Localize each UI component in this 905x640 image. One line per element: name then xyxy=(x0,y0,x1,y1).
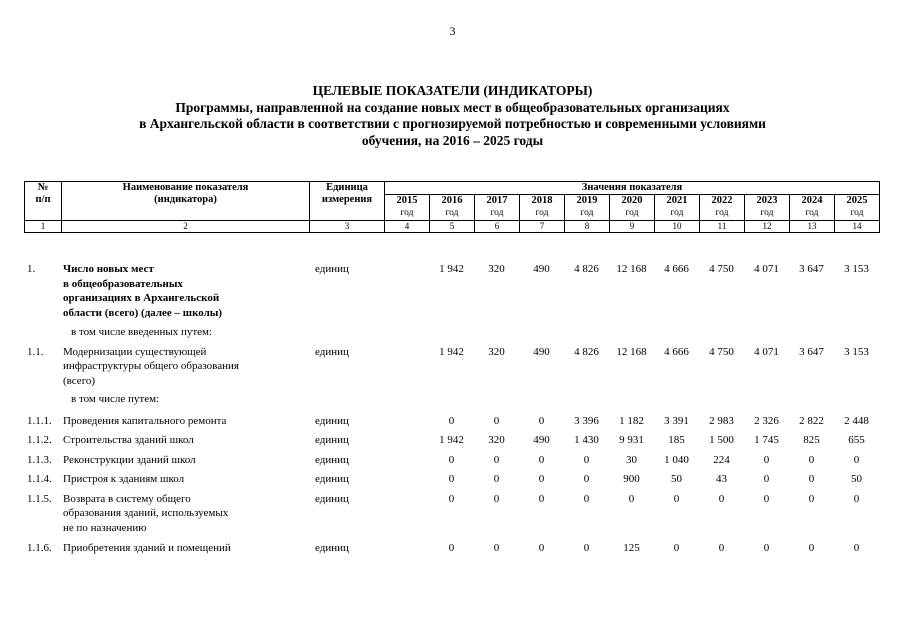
row-number: 1.1.1. xyxy=(27,414,52,427)
year-label: 2016 xyxy=(441,195,463,206)
value-2025: 50 xyxy=(851,473,862,485)
value-2021: 0 xyxy=(673,492,680,505)
table-row xyxy=(24,340,879,389)
year-unit-label: год xyxy=(805,208,819,218)
indicators-table-header xyxy=(24,181,880,233)
value-2020: 12 168 xyxy=(616,263,647,275)
value-2018: 0 xyxy=(538,542,545,554)
value-2017: 0 xyxy=(493,453,500,466)
value-2019: 0 xyxy=(583,492,590,505)
value-2016: 1 942 xyxy=(439,434,464,446)
indicator-name-line: Возврата в систему общего xyxy=(63,492,191,505)
year-label: 2018 xyxy=(531,195,553,206)
column-number: 4 xyxy=(385,221,430,233)
value-2016: 0 xyxy=(448,542,455,554)
year-unit-label: год xyxy=(400,208,414,218)
year-unit-label: год xyxy=(760,208,774,218)
indicator-name-line: образования зданий, используемых xyxy=(63,507,229,519)
value-2017: 0 xyxy=(493,414,500,427)
value-2022: 0 xyxy=(718,492,725,505)
value-2015 xyxy=(384,340,429,389)
table-row xyxy=(24,448,879,468)
year-unit-label: год xyxy=(580,208,594,218)
value-2017: 0 xyxy=(493,473,500,485)
column-number: 5 xyxy=(430,221,475,233)
page-number: 3 xyxy=(449,24,456,38)
value-2015 xyxy=(384,407,429,429)
year-unit-label: год xyxy=(445,208,459,218)
value-2020: 1 182 xyxy=(619,414,644,427)
indicator-name-line: Реконструкции зданий школ xyxy=(63,453,196,466)
value-2016: 1 942 xyxy=(439,345,464,358)
value-2025: 655 xyxy=(848,434,865,446)
indicator-name xyxy=(61,340,309,389)
value-2024: 2 822 xyxy=(799,414,824,427)
value-2024: 3 647 xyxy=(799,263,824,275)
column-number: 1 xyxy=(25,221,62,233)
value-2025: 3 153 xyxy=(844,263,869,275)
value-2020: 12 168 xyxy=(616,345,647,358)
value-2018: 0 xyxy=(538,453,545,466)
year-unit-label: год xyxy=(715,208,729,218)
indicator-name-line: организациях в Архангельской xyxy=(63,292,220,304)
value-2020: 0 xyxy=(628,492,635,505)
value-2020: 125 xyxy=(623,542,640,554)
indicator-name xyxy=(61,407,309,429)
value-2025: 0 xyxy=(853,453,860,466)
year-unit-label: год xyxy=(490,208,504,218)
value-2024: 0 xyxy=(808,473,815,485)
section-note-row xyxy=(24,388,879,407)
unit-cell: единиц xyxy=(315,492,349,505)
title-line-1: ЦЕЛЕВЫЕ ПОКАЗАТЕЛИ (ИНДИКАТОРЫ) xyxy=(312,83,593,98)
value-2025: 0 xyxy=(853,492,860,505)
value-2021: 4 666 xyxy=(664,345,689,358)
table-row xyxy=(24,535,879,556)
indicator-name-line: не по назначению xyxy=(63,521,147,534)
value-2023: 0 xyxy=(763,473,770,485)
header-year-2025 xyxy=(835,195,880,221)
indicator-name-line: Приобретения зданий и помещений xyxy=(63,542,231,554)
header-year-2024 xyxy=(790,195,835,221)
unit-cell: единиц xyxy=(315,414,349,427)
column-number: 12 xyxy=(745,221,790,233)
row-number: 1.1.4. xyxy=(27,473,52,485)
value-2019: 3 396 xyxy=(574,414,599,427)
value-2019: 0 xyxy=(583,473,590,485)
column-number: 11 xyxy=(700,221,745,233)
value-2019: 0 xyxy=(583,453,590,466)
column-number: 8 xyxy=(565,221,610,233)
value-2017: 0 xyxy=(493,542,500,554)
value-2018: 490 xyxy=(533,263,550,275)
column-number: 2 xyxy=(62,221,310,233)
unit-cell: единиц xyxy=(315,473,349,485)
column-number: 9 xyxy=(610,221,655,233)
title-line-2: Программы, направленной на создание новых мест в общеобразовательных организациях xyxy=(175,99,730,115)
indicator-name-line: инфраструктуры общего образования xyxy=(63,360,239,372)
value-2021: 1 040 xyxy=(664,453,689,466)
value-2020: 9 931 xyxy=(619,434,644,446)
value-2018: 0 xyxy=(538,414,545,427)
value-2023: 0 xyxy=(763,492,770,505)
row-number: 1.1.2. xyxy=(27,434,52,446)
value-2023: 2 326 xyxy=(754,414,779,427)
value-2018: 0 xyxy=(538,473,545,485)
row-number: 1.1.3. xyxy=(27,453,52,466)
value-2018: 0 xyxy=(538,492,545,505)
value-2024: 825 xyxy=(803,434,820,446)
column-number: 14 xyxy=(835,221,880,233)
year-label: 2024 xyxy=(801,195,823,206)
column-number: 7 xyxy=(520,221,565,233)
value-2016: 0 xyxy=(448,453,455,466)
table-row xyxy=(24,407,879,429)
year-unit-label: год xyxy=(535,208,549,218)
value-2017: 0 xyxy=(493,492,500,505)
value-2015 xyxy=(384,448,429,468)
row-number: 1.1.6. xyxy=(27,542,52,554)
value-2023: 0 xyxy=(763,542,770,554)
indicator-name-line: Строительства зданий школ xyxy=(63,434,194,446)
unit-cell: единиц xyxy=(315,345,349,358)
year-label: 2025 xyxy=(846,195,868,206)
indicator-name xyxy=(61,467,309,487)
value-2022: 2 983 xyxy=(709,414,734,427)
column-number: 13 xyxy=(790,221,835,233)
value-2016: 0 xyxy=(448,414,455,427)
header-year-2017 xyxy=(475,195,520,221)
indicators-table-body xyxy=(24,256,879,556)
value-2019: 4 826 xyxy=(574,263,599,275)
value-2018: 490 xyxy=(533,434,550,446)
value-2022: 0 xyxy=(718,542,725,554)
indicator-name-line: Пристроя к зданиям школ xyxy=(63,473,185,485)
value-2015 xyxy=(384,487,429,536)
title-line-3: в Архангельской области в соответствии с прогнозируемой потребностью и современными условиями xyxy=(139,116,766,131)
year-unit-label: год xyxy=(670,208,684,218)
indicator-name-line: (всего) xyxy=(63,374,96,387)
value-2017: 320 xyxy=(488,434,505,446)
header-values: Значения показателя xyxy=(385,182,880,195)
value-2021: 4 666 xyxy=(664,263,689,275)
value-2022: 1 500 xyxy=(709,434,734,446)
value-2015 xyxy=(384,467,429,487)
value-2020: 900 xyxy=(623,473,640,485)
header-year-2023 xyxy=(745,195,790,221)
indicator-name-line: Число новых мест xyxy=(63,263,154,275)
row-number: 1. xyxy=(27,263,36,275)
year-label: 2022 xyxy=(711,195,733,206)
indicator-name-line: в общеобразовательных xyxy=(63,277,183,290)
note-spacer xyxy=(24,388,61,407)
section-note-row xyxy=(24,320,879,340)
value-2017: 320 xyxy=(488,345,505,358)
indicator-name xyxy=(61,428,309,448)
header-unit: Единица измерения xyxy=(310,182,385,221)
section-note: в том числе введенных путем: xyxy=(71,326,213,338)
unit-cell: единиц xyxy=(315,542,349,554)
value-2023: 1 745 xyxy=(754,434,779,446)
year-label: 2017 xyxy=(486,195,508,206)
value-2022: 4 750 xyxy=(709,263,734,275)
value-2021: 185 xyxy=(668,434,685,446)
year-label: 2015 xyxy=(396,195,418,206)
value-2024: 3 647 xyxy=(799,345,824,358)
indicator-name-line: Модернизации существующей xyxy=(63,345,207,358)
unit-cell: единиц xyxy=(315,263,349,275)
header-year-2019 xyxy=(565,195,610,221)
value-2025: 3 153 xyxy=(844,345,869,358)
column-number: 10 xyxy=(655,221,700,233)
row-number: 1.1.5. xyxy=(27,492,52,505)
column-number: 6 xyxy=(475,221,520,233)
unit-cell: единиц xyxy=(315,453,349,466)
header-year-2022 xyxy=(700,195,745,221)
value-2025: 0 xyxy=(853,542,860,554)
value-2016: 1 942 xyxy=(439,263,464,275)
column-number: 3 xyxy=(310,221,385,233)
header-number: № п/п xyxy=(25,182,62,221)
header-year-2020 xyxy=(610,195,655,221)
year-label: 2023 xyxy=(756,195,778,206)
header-year-2018 xyxy=(520,195,565,221)
value-2024: 0 xyxy=(808,542,815,554)
value-2022: 224 xyxy=(713,453,730,466)
indicator-name xyxy=(61,535,309,556)
value-2015 xyxy=(384,535,429,556)
year-unit-label: год xyxy=(625,208,639,218)
value-2021: 0 xyxy=(673,542,680,554)
section-note: в том числе путем: xyxy=(71,393,160,405)
indicator-name-line: области (всего) (далее – школы) xyxy=(63,306,223,319)
value-2019: 0 xyxy=(583,542,590,554)
year-label: 2020 xyxy=(621,195,643,206)
value-2016: 0 xyxy=(448,473,455,485)
year-label: 2021 xyxy=(666,195,688,206)
value-2015 xyxy=(384,428,429,448)
header-year-2021 xyxy=(655,195,700,221)
value-2025: 2 448 xyxy=(844,414,869,427)
header-indicator-name: Наименование показателя (индикатора) xyxy=(62,182,310,221)
indicator-name xyxy=(61,256,309,320)
table-row xyxy=(24,487,879,536)
value-2015 xyxy=(384,256,429,320)
value-2019: 4 826 xyxy=(574,345,599,358)
value-2023: 0 xyxy=(763,453,770,466)
table-row xyxy=(24,256,879,320)
document-title xyxy=(0,83,905,149)
title-line-4: обучения, на 2016 – 2025 годы xyxy=(361,132,544,148)
indicator-name xyxy=(61,448,309,468)
value-2023: 4 071 xyxy=(754,345,779,358)
header-year-2016 xyxy=(430,195,475,221)
table-row xyxy=(24,467,879,487)
value-2020: 30 xyxy=(626,453,637,466)
value-2024: 0 xyxy=(808,492,815,505)
year-unit-label: год xyxy=(850,208,864,218)
row-number: 1.1. xyxy=(27,345,44,358)
header-year-2015 xyxy=(385,195,430,221)
value-2019: 1 430 xyxy=(574,434,599,446)
value-2016: 0 xyxy=(448,492,455,505)
indicator-name-line: Проведения капитального ремонта xyxy=(63,414,227,427)
note-spacer xyxy=(24,320,61,340)
year-label: 2019 xyxy=(576,195,598,206)
value-2024: 0 xyxy=(808,453,815,466)
value-2021: 50 xyxy=(671,473,682,485)
unit-cell: единиц xyxy=(315,434,349,446)
table-row xyxy=(24,428,879,448)
indicator-name xyxy=(61,487,309,536)
value-2018: 490 xyxy=(533,345,550,358)
value-2017: 320 xyxy=(488,263,505,275)
value-2022: 4 750 xyxy=(709,345,734,358)
value-2022: 43 xyxy=(716,473,727,485)
value-2021: 3 391 xyxy=(664,414,689,427)
value-2023: 4 071 xyxy=(754,263,779,275)
